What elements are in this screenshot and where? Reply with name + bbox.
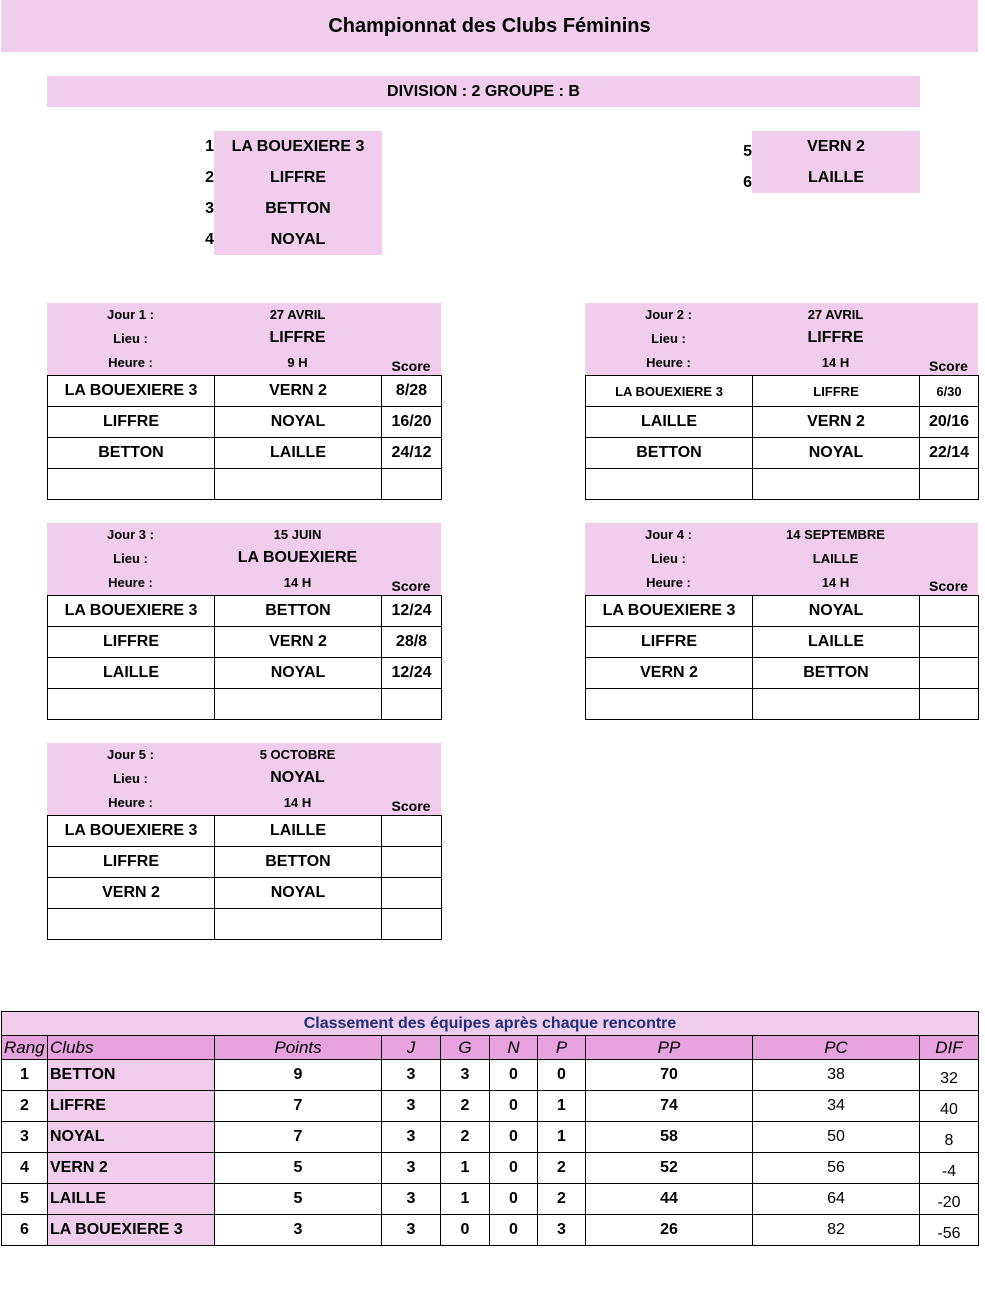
- pc-cell: 38: [753, 1060, 920, 1091]
- team-name: LA BOUEXIERE 3: [231, 137, 365, 155]
- rank-cell: 6: [2, 1215, 48, 1246]
- match-table: [47, 815, 442, 940]
- club-cell: LIFFRE: [48, 1091, 215, 1122]
- heure-label: Heure :: [108, 355, 153, 370]
- p-cell: 1: [538, 1122, 586, 1153]
- dif-cell: 32: [920, 1060, 979, 1091]
- home-team: LA BOUEXIERE 3: [48, 376, 215, 407]
- points-cell: 5: [215, 1153, 382, 1184]
- away-team: VERN 2: [753, 407, 920, 438]
- pp-cell: 70: [586, 1060, 753, 1091]
- match-score: 8/28: [382, 376, 442, 407]
- home-team: VERN 2: [48, 878, 215, 909]
- club-cell: BETTON: [48, 1060, 215, 1091]
- club-cell: NOYAL: [48, 1122, 215, 1153]
- j-cell: 3: [382, 1122, 441, 1153]
- team-number: 2: [205, 168, 214, 186]
- lieu-label: Lieu :: [113, 771, 148, 786]
- empty-row: [48, 469, 442, 500]
- jour-header: [47, 523, 441, 595]
- jour-label: Jour 4 :: [645, 527, 692, 542]
- home-team: LIFFRE: [586, 627, 753, 658]
- p-cell: 0: [538, 1060, 586, 1091]
- match-score: 28/8: [382, 627, 442, 658]
- home-team: BETTON: [48, 438, 215, 469]
- team-name: BETTON: [265, 199, 331, 217]
- table-row: [2, 1184, 979, 1215]
- jour-heure: 9 H: [287, 355, 308, 370]
- lieu-label: Lieu :: [651, 331, 686, 346]
- away-team: NOYAL: [753, 596, 920, 627]
- g-cell: 0: [441, 1215, 490, 1246]
- empty-row: [48, 689, 442, 720]
- col-n: N: [490, 1036, 538, 1060]
- score-label: Score: [929, 578, 968, 594]
- team-list-left: [184, 131, 382, 255]
- n-cell: 0: [490, 1184, 538, 1215]
- team-number: 6: [743, 173, 752, 191]
- p-cell: 1: [538, 1091, 586, 1122]
- home-team: LAILLE: [586, 407, 753, 438]
- pc-cell: 56: [753, 1153, 920, 1184]
- jour-lieu: LAILLE: [812, 551, 859, 566]
- match-row: [48, 407, 442, 438]
- match-row: [48, 878, 442, 909]
- away-team: LAILLE: [215, 438, 382, 469]
- jour-date: 5 OCTOBRE: [259, 747, 336, 762]
- away-team: NOYAL: [215, 658, 382, 689]
- team-number: 3: [205, 199, 214, 217]
- n-cell: 0: [490, 1122, 538, 1153]
- j-cell: 3: [382, 1215, 441, 1246]
- match-score: 16/20: [382, 407, 442, 438]
- match-table: [47, 595, 442, 720]
- table-row: [2, 1060, 979, 1091]
- pp-cell: 26: [586, 1215, 753, 1246]
- away-team: BETTON: [215, 596, 382, 627]
- rank-cell: 5: [2, 1184, 48, 1215]
- team-name: VERN 2: [807, 137, 865, 155]
- away-team: BETTON: [215, 847, 382, 878]
- team-name: LIFFRE: [270, 168, 326, 186]
- jour-label: Jour 5 :: [107, 747, 154, 762]
- jour-header: [47, 743, 441, 815]
- col-pc: PC: [753, 1036, 920, 1060]
- jour-header: [585, 303, 978, 375]
- away-team: NOYAL: [753, 438, 920, 469]
- pc-cell: 82: [753, 1215, 920, 1246]
- team-name: NOYAL: [270, 230, 326, 248]
- club-cell: VERN 2: [48, 1153, 215, 1184]
- team-name: LAILLE: [808, 168, 864, 186]
- jour-4-block: [585, 523, 978, 720]
- match-row: [48, 596, 442, 627]
- team-entry: [722, 131, 920, 162]
- match-score: 6/30: [920, 376, 979, 407]
- n-cell: 0: [490, 1153, 538, 1184]
- p-cell: 2: [538, 1153, 586, 1184]
- lieu-label: Lieu :: [113, 551, 148, 566]
- team-entry: [184, 224, 382, 255]
- n-cell: 0: [490, 1215, 538, 1246]
- home-team: LA BOUEXIERE 3: [48, 596, 215, 627]
- col-rang: Rang: [2, 1036, 48, 1060]
- dif-cell: -56: [920, 1215, 979, 1246]
- jour-lieu: LA BOUEXIERE: [237, 549, 358, 566]
- jour-lieu: NOYAL: [270, 769, 325, 786]
- jour-heure: 14 H: [283, 575, 312, 590]
- away-team: LAILLE: [215, 816, 382, 847]
- home-team: VERN 2: [586, 658, 753, 689]
- p-cell: 2: [538, 1184, 586, 1215]
- match-row: [586, 407, 979, 438]
- rank-cell: 2: [2, 1091, 48, 1122]
- club-cell: LA BOUEXIERE 3: [48, 1215, 215, 1246]
- points-cell: 7: [215, 1091, 382, 1122]
- jour-header: [47, 303, 441, 375]
- jour-date: 14 SEPTEMBRE: [786, 527, 885, 542]
- standings-section: [1, 1011, 978, 1246]
- away-team: NOYAL: [215, 407, 382, 438]
- points-cell: 7: [215, 1122, 382, 1153]
- col-clubs: Clubs: [48, 1036, 215, 1060]
- jour-label: Jour 1 :: [107, 307, 154, 322]
- match-row: [586, 627, 979, 658]
- score-label: Score: [929, 358, 968, 374]
- home-team: LA BOUEXIERE 3: [586, 376, 753, 407]
- match-score: [382, 847, 442, 878]
- lieu-label: Lieu :: [651, 551, 686, 566]
- home-team: LAILLE: [48, 658, 215, 689]
- home-team: BETTON: [586, 438, 753, 469]
- team-entry: [722, 162, 920, 193]
- j-cell: 3: [382, 1091, 441, 1122]
- score-label: Score: [391, 358, 431, 374]
- jour-heure: 14 H: [821, 575, 850, 590]
- jour-1-block: [47, 303, 441, 500]
- match-score: [920, 627, 979, 658]
- match-score: 12/24: [382, 658, 442, 689]
- pp-cell: 58: [586, 1122, 753, 1153]
- match-row: [48, 816, 442, 847]
- match-score: 20/16: [920, 407, 979, 438]
- dif-cell: 8: [920, 1122, 979, 1153]
- lieu-label: Lieu :: [113, 331, 148, 346]
- team-entry: [184, 193, 382, 224]
- points-cell: 5: [215, 1184, 382, 1215]
- match-row: [48, 847, 442, 878]
- match-table: [585, 375, 979, 500]
- match-score: [920, 658, 979, 689]
- jour-header: [585, 523, 978, 595]
- col-dif: DIF: [920, 1036, 979, 1060]
- table-row: [2, 1122, 979, 1153]
- g-cell: 2: [441, 1091, 490, 1122]
- j-cell: 3: [382, 1060, 441, 1091]
- table-row: [2, 1153, 979, 1184]
- match-score: [920, 596, 979, 627]
- match-row: [48, 658, 442, 689]
- heure-label: Heure :: [108, 795, 153, 810]
- dif-cell: -20: [920, 1184, 979, 1215]
- match-score: [382, 878, 442, 909]
- rank-cell: 3: [2, 1122, 48, 1153]
- g-cell: 2: [441, 1122, 490, 1153]
- heure-label: Heure :: [646, 355, 691, 370]
- home-team: LIFFRE: [48, 407, 215, 438]
- home-team: LIFFRE: [48, 627, 215, 658]
- empty-row: [48, 909, 442, 940]
- match-score: 24/12: [382, 438, 442, 469]
- table-row: [2, 1215, 979, 1246]
- jour-date: 27 AVRIL: [269, 307, 326, 322]
- g-cell: 1: [441, 1153, 490, 1184]
- n-cell: 0: [490, 1091, 538, 1122]
- match-row: [586, 658, 979, 689]
- jour-label: Jour 2 :: [645, 307, 692, 322]
- g-cell: 3: [441, 1060, 490, 1091]
- home-team: LA BOUEXIERE 3: [586, 596, 753, 627]
- away-team: LAILLE: [753, 627, 920, 658]
- pc-cell: 50: [753, 1122, 920, 1153]
- division-banner: DIVISION : 2 GROUPE : B: [47, 76, 920, 107]
- dif-cell: -4: [920, 1153, 979, 1184]
- jour-heure: 14 H: [821, 355, 850, 370]
- heure-label: Heure :: [646, 575, 691, 590]
- n-cell: 0: [490, 1060, 538, 1091]
- match-row: [586, 438, 979, 469]
- home-team: LA BOUEXIERE 3: [48, 816, 215, 847]
- jour-heure: 14 H: [283, 795, 312, 810]
- j-cell: 3: [382, 1184, 441, 1215]
- team-number: 1: [205, 137, 214, 155]
- match-table: [585, 595, 979, 720]
- j-cell: 3: [382, 1153, 441, 1184]
- pp-cell: 52: [586, 1153, 753, 1184]
- match-row: [586, 596, 979, 627]
- standings-caption: Classement des équipes après chaque rencontre: [2, 1012, 979, 1036]
- match-score: [382, 816, 442, 847]
- score-label: Score: [391, 578, 431, 594]
- g-cell: 1: [441, 1184, 490, 1215]
- team-number: 4: [205, 230, 214, 248]
- away-team: LIFFRE: [753, 376, 920, 407]
- jour-lieu: LIFFRE: [269, 329, 326, 346]
- empty-row: [586, 469, 979, 500]
- club-cell: LAILLE: [48, 1184, 215, 1215]
- rank-cell: 1: [2, 1060, 48, 1091]
- standings-header-row: [2, 1036, 979, 1060]
- pp-cell: 74: [586, 1091, 753, 1122]
- p-cell: 3: [538, 1215, 586, 1246]
- page-title: Championnat des Clubs Féminins: [1, 0, 978, 52]
- match-row: [48, 438, 442, 469]
- team-number: 5: [743, 142, 752, 160]
- score-label: Score: [391, 798, 431, 814]
- jour-2-block: [585, 303, 978, 500]
- heure-label: Heure :: [108, 575, 153, 590]
- jour-3-block: [47, 523, 441, 720]
- dif-cell: 40: [920, 1091, 979, 1122]
- pc-cell: 34: [753, 1091, 920, 1122]
- col-points: Points: [215, 1036, 382, 1060]
- jour-5-block: [47, 743, 441, 940]
- away-team: BETTON: [753, 658, 920, 689]
- col-pp: PP: [586, 1036, 753, 1060]
- points-cell: 9: [215, 1060, 382, 1091]
- pp-cell: 44: [586, 1184, 753, 1215]
- jour-date: 27 AVRIL: [807, 307, 864, 322]
- standings-table: [1, 1011, 979, 1246]
- home-team: LIFFRE: [48, 847, 215, 878]
- away-team: VERN 2: [215, 376, 382, 407]
- jour-date: 15 JUIN: [273, 527, 322, 542]
- away-team: NOYAL: [215, 878, 382, 909]
- col-p: P: [538, 1036, 586, 1060]
- away-team: VERN 2: [215, 627, 382, 658]
- col-j: J: [382, 1036, 441, 1060]
- empty-row: [586, 689, 979, 720]
- match-score: 22/14: [920, 438, 979, 469]
- pc-cell: 64: [753, 1184, 920, 1215]
- team-entry: [184, 162, 382, 193]
- col-g: G: [441, 1036, 490, 1060]
- team-entry: [184, 131, 382, 162]
- jour-lieu: LIFFRE: [807, 329, 864, 346]
- match-score: 12/24: [382, 596, 442, 627]
- points-cell: 3: [215, 1215, 382, 1246]
- team-list-right: [722, 131, 920, 193]
- match-row: [48, 627, 442, 658]
- match-table: [47, 375, 442, 500]
- table-row: [2, 1091, 979, 1122]
- match-row: [586, 376, 979, 407]
- jour-label: Jour 3 :: [107, 527, 154, 542]
- match-row: [48, 376, 442, 407]
- rank-cell: 4: [2, 1153, 48, 1184]
